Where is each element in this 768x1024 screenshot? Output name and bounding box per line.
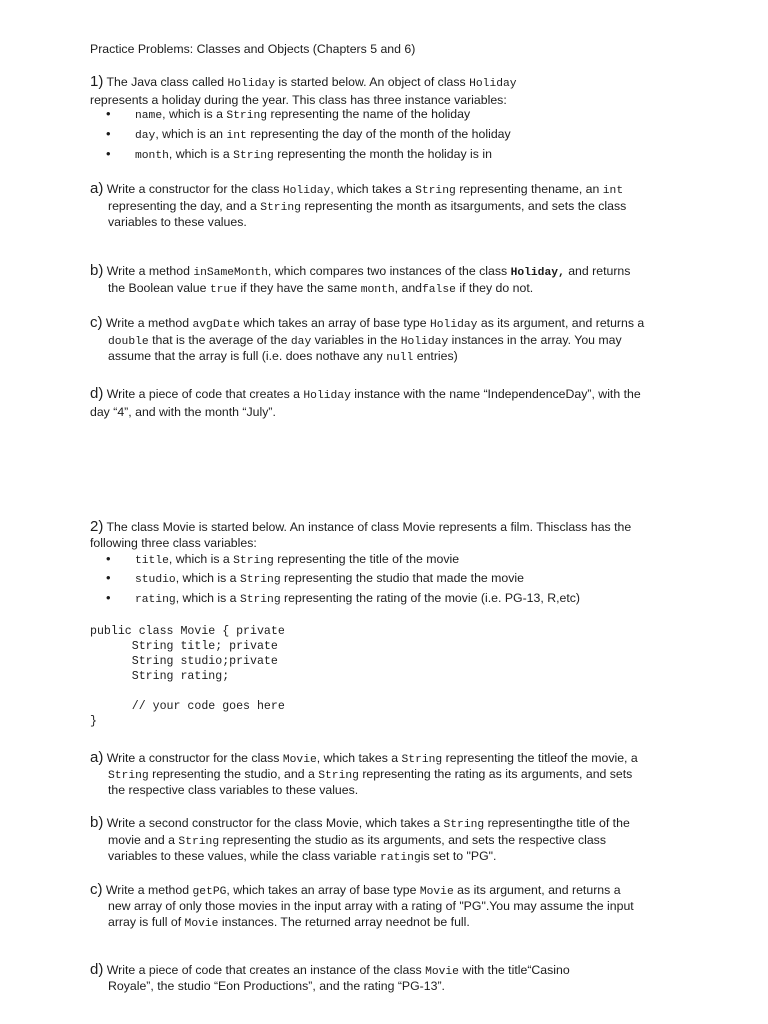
code-line (90, 684, 285, 699)
problem-1-intro: 1) The Java class called Holiday is started below. An object of class Holiday (90, 73, 517, 90)
question-1a-line-3: variables to these values. (108, 215, 247, 229)
problem-number: 2) (90, 518, 104, 535)
list-item: title, which is a String representing the title of the movie (135, 552, 460, 567)
code-listing (90, 624, 285, 729)
problem-2-intro-2: following three class variables: (90, 536, 257, 550)
question-1b-line-2: the Boolean value true if they have the same month, andfalse if they do not. (108, 281, 534, 296)
question-1d: d) Write a piece of code that creates a Holiday instance with the name “IndependenceDay”, with the (90, 385, 641, 402)
list-item: month, which is a String representing the month the holiday is in (135, 147, 492, 162)
question-2c-line-3: array is full of Movie instances. The returned array neednot be full. (108, 915, 470, 930)
question-1c-line-3: assume that the array is full (i.e. does nothave any null entries) (108, 349, 458, 364)
list-item: day, which is an int representing the day of the month of the holiday (135, 127, 511, 142)
question-1c: c) Write a method avgDate which takes an array of base type Holiday as its argument, and returns a (90, 314, 645, 331)
problem-1-intro-2: represents a holiday during the year. This class has three instance variables: (90, 93, 507, 107)
question-1d-line-2: day “4”, and with the month “July”. (90, 405, 276, 419)
problem-number: 1) (90, 73, 104, 90)
list-item: studio, which is a String representing the studio that made the movie (135, 571, 524, 586)
code-line: String title; private (90, 640, 278, 653)
question-2b-line-3: variables to these values, while the class variable ratingis set to "PG". (108, 849, 497, 864)
question-1b: b) Write a method inSameMonth, which compares two instances of the class Holiday, and returns (90, 262, 631, 279)
bullet-icon: • (106, 551, 111, 566)
question-2a: a) Write a constructor for the class Movie, which takes a String representing the titleof the movie, a (90, 749, 638, 766)
bullet-icon: • (106, 126, 111, 141)
bullet-icon: • (106, 146, 111, 161)
question-2c: c) Write a method getPG, which takes an array of base type Movie as its argument, and returns a (90, 881, 621, 898)
list-item: rating, which is a String representing the rating of the movie (i.e. PG-13, R,etc) (135, 591, 580, 606)
question-2c-line-2: new array of only those movies in the input array with a rating of "PG".You may assume the input (108, 899, 634, 913)
code-line: } (90, 715, 97, 728)
question-2a-line-2: String representing the studio, and a String representing the rating as its arguments, and sets (108, 767, 633, 782)
code-line: // your code goes here (90, 700, 285, 713)
question-2b-line-2: movie and a String representing the studio as its arguments, and sets the respective class (108, 833, 606, 848)
question-2d-line-2: Royale”, the studio “Eon Productions”, and the rating “PG-13”. (108, 979, 445, 993)
list-item: name, which is a String representing the name of the holiday (135, 107, 471, 122)
question-1c-line-2: double that is the average of the day variables in the Holiday instances in the array. You may (108, 333, 622, 348)
bullet-icon: • (106, 590, 111, 605)
question-2b: b) Write a second constructor for the class Movie, which takes a String representingthe title of the (90, 814, 630, 831)
question-2d: d) Write a piece of code that creates an instance of the class Movie with the title“Casino (90, 961, 570, 978)
code-line: String studio;private (90, 655, 278, 668)
page-title: Practice Problems: Classes and Objects (Chapters 5 and 6) (90, 42, 416, 56)
question-1a-line-2: representing the day, and a String representing the month as itsarguments, and sets the class (108, 199, 627, 214)
code-line: String rating; (90, 670, 230, 683)
bullet-icon: • (106, 570, 111, 585)
bullet-icon: • (106, 106, 111, 121)
code-line: public class Movie { private (90, 625, 285, 638)
problem-2-intro: 2) The class Movie is started below. An instance of class Movie represents a film. Thisclass has the (90, 518, 632, 535)
question-2a-line-3: the respective class variables to these values. (108, 783, 359, 797)
question-1a: a) Write a constructor for the class Holiday, which takes a String representing thename, an int (90, 180, 624, 197)
